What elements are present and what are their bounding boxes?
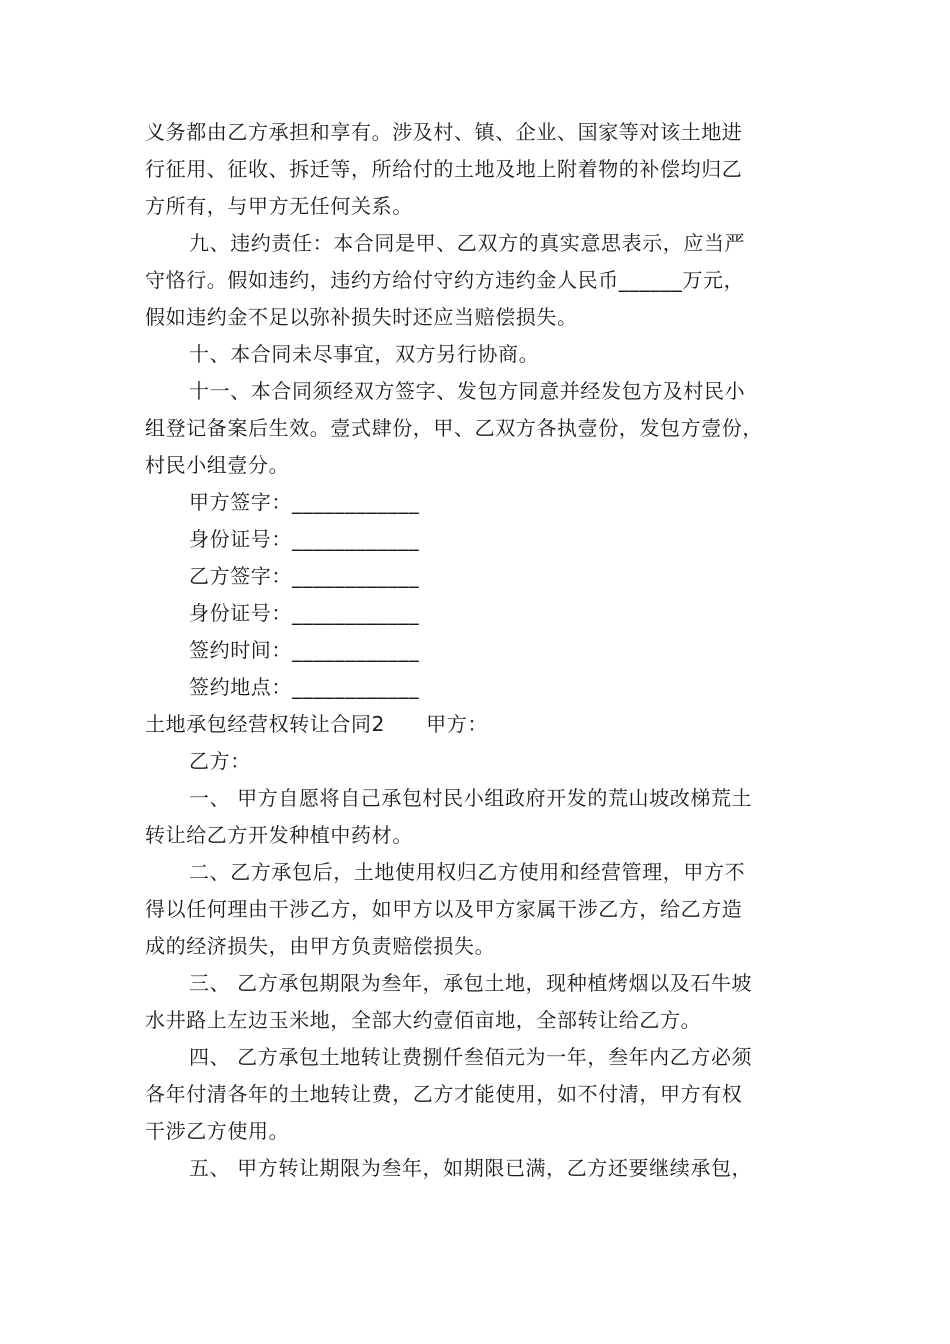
section-heading: 土地承包经营权转让合同2 甲方： (145, 712, 488, 736)
text-line: 干涉乙方使用。 (145, 1119, 290, 1143)
id-number-field: 身份证号：____________ (189, 601, 420, 625)
text-line: 十一、本合同须经双方签字、发包方同意并经发包方及村民小 (189, 379, 746, 403)
text-line: 二、乙方承包后，土地使用权归乙方使用和经营管理，甲方不 (189, 860, 746, 884)
text-line: 转让给乙方开发种植中药材。 (145, 823, 413, 847)
text-line: 各年付清各年的土地转让费，乙方才能使用，如不付清，甲方有权 (145, 1082, 743, 1106)
text-line: 行征用、征收、拆迁等，所给付的土地及地上附着物的补偿均归乙 (145, 157, 743, 181)
text-line: 乙方： (189, 749, 251, 773)
text-line: 义务都由乙方承担和享有。涉及村、镇、企业、国家等对该土地进 (145, 120, 743, 144)
id-number-field: 身份证号：____________ (189, 527, 420, 551)
text-line: 方所有，与甲方无任何关系。 (145, 194, 413, 218)
signing-place-field: 签约地点：____________ (189, 675, 420, 699)
text-line: 九、违约责任：本合同是甲、乙双方的真实意思表示，应当严 (189, 231, 746, 255)
text-line: 一、 甲方自愿将自己承包村民小组政府开发的荒山坡改梯荒土 (189, 786, 753, 810)
text-line: 十、本合同未尽事宜，双方另行协商。 (189, 342, 540, 366)
text-line: 四、 乙方承包土地转让费捌仟叁佰元为一年，叁年内乙方必须 (189, 1045, 753, 1069)
signature-field: 甲方签字：____________ (189, 490, 420, 514)
text-line: 得以任何理由干涉乙方，如甲方以及甲方家属干涉乙方，给乙方造 (145, 897, 743, 921)
text-line: 村民小组壹分。 (145, 453, 290, 477)
text-line: 守恪行。假如违约，违约方给付守约方违约金人民币______万元， (145, 268, 745, 292)
text-line: 成的经济损失，由甲方负责赔偿损失。 (145, 934, 496, 958)
text-line: 组登记备案后生效。壹式肆份，甲、乙双方各执壹份，发包方壹份， (145, 416, 763, 440)
signature-field: 乙方签字：____________ (189, 564, 420, 588)
text-line: 假如违约金不足以弥补损失时还应当赔偿损失。 (145, 305, 578, 329)
text-line: 水井路上左边玉米地，全部大约壹佰亩地，全部转让给乙方。 (145, 1008, 702, 1032)
signing-date-field: 签约时间：____________ (189, 638, 420, 662)
text-line: 五、 甲方转让期限为叁年，如期限已满，乙方还要继续承包， (189, 1156, 753, 1180)
text-line: 三、 乙方承包期限为叁年，承包土地，现种植烤烟以及石牛坡 (189, 971, 753, 995)
